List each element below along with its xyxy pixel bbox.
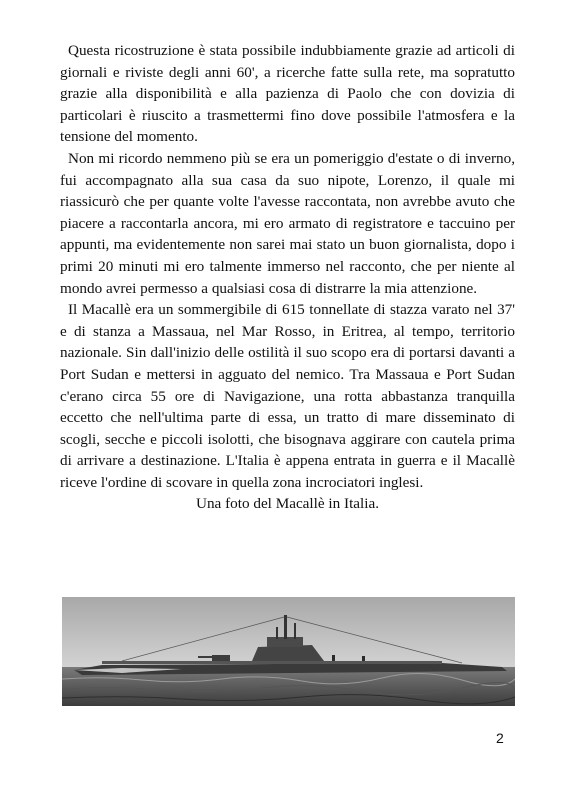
submarine-photo (62, 597, 515, 706)
paragraph-2: Non mi ricordo nemmeno più se era un pomeriggio d'estate o di inverno, fui accompagnato alla sua casa da suo nipote, Lorenzo, il quale mi riassicurò che per quante volte l'avesse raccontata, non avrebbe avuto che piacere a raccontarla ancora, mi ero armato di registratore e taccuino per appunti, ma evidentemente non sarei mai stato un buon giornalista, dopo i primi 20 minuti mi ero talmente immerso nel racconto, che per niente al mondo avrei permesso a qualsiasi cosa di distrarre la mia attenzione. (60, 149, 515, 297)
paragraph-3: Il Macallè era un sommergibile di 615 tonnellate di stazza varato nel 37' e di stanza a Massaua, nel Mar Rosso, in Eritrea, al tempo, territorio nazionale. Sin dall'inizio delle ostilità il suo scopo era di portarsi davanti a Port Sudan e mettersi in agguato del nemico. Tra Massaua e Port Sudan c'erano circa 55 ore di Navigazione, una rotta abbastanza tranquilla eccetto che nell'ultima parte di essa, un tratto di mare disseminato di scogli, secche e piccoli isolotti, che bisognava aggirare con cautela prima di arrivare a destinazione. L'Italia è appena entrata in guerra e il Macallè riceve l'ordine di scovare in quella zona incrociatori inglesi. (60, 301, 515, 491)
body-text (60, 40, 515, 515)
photo-caption: Una foto del Macallè in Italia. (195, 495, 380, 513)
paragraph-1: Questa ricostruzione è stata possibile indubbiamente grazie ad articoli di giornali e riviste degli anni 60', a ricerche fatte sulla rete, ma sopratutto grazie alla disponibilità e alla pazienza di Paolo che con dovizia di particolari è riuscito a trasmettermi fino dove possibile l'atmosfera e la tensione del momento. (60, 42, 515, 146)
submarine-photo-drawing (62, 597, 515, 706)
page-number: 2 (496, 730, 504, 746)
